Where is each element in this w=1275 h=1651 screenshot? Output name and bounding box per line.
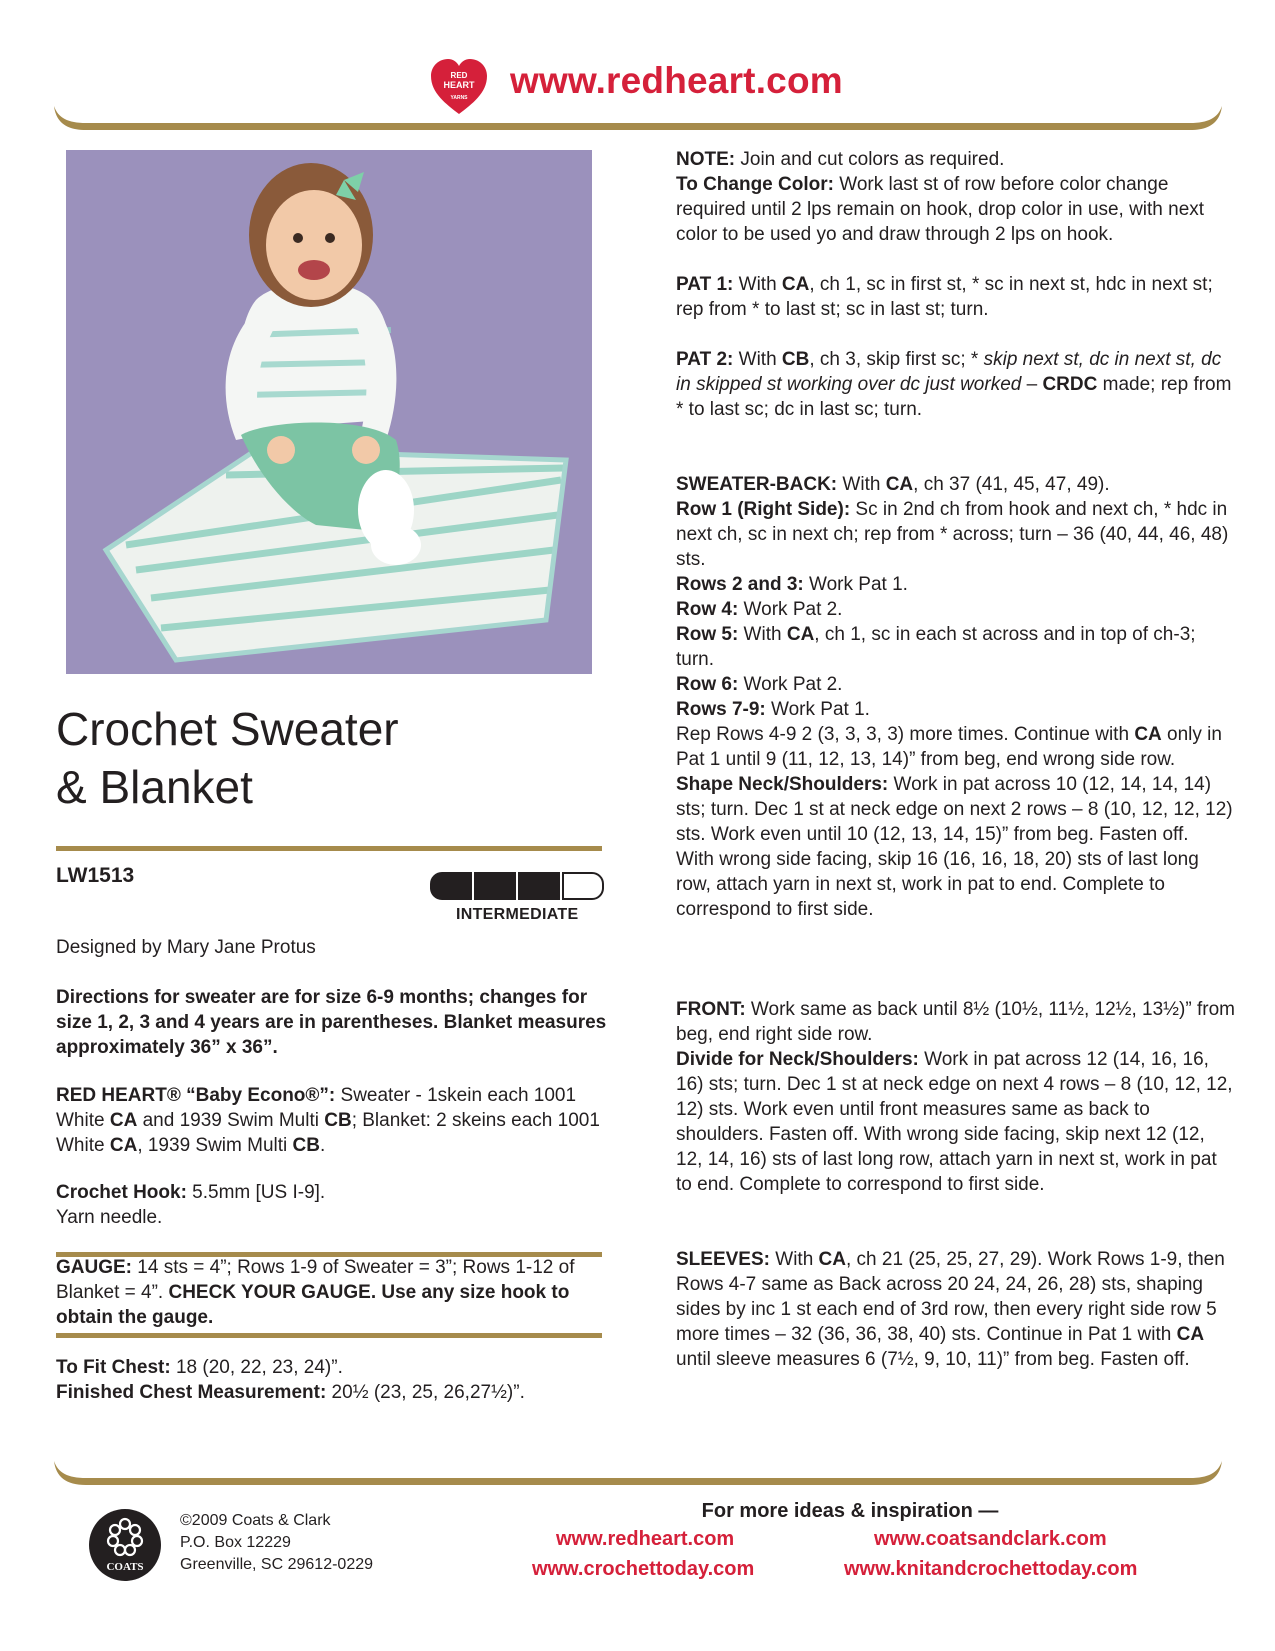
- back-label: SWEATER-BACK:: [676, 474, 838, 495]
- chest-value: 18 (20, 22, 23, 24)”.: [170, 1357, 343, 1378]
- repeat-text: only in Pat 1 until 9 (11, 12, 13, 14)” from beg, end wrong side row.: [676, 724, 1222, 770]
- yarn-text: .: [320, 1135, 326, 1156]
- yarn-text: ; Blanket: 2 skeins each 1001 White: [56, 1110, 600, 1156]
- color-code-cb: CB: [781, 349, 810, 370]
- pattern-1: [676, 272, 1236, 322]
- size-directions: Directions for sweater are for size 6-9 months; changes for size 1, 2, 3 and 4 years are in parentheses. Blanket measures approximately 36” x 36”.: [56, 987, 607, 1058]
- title-line-1: Crochet Sweater: [56, 703, 399, 755]
- sleeves-section: [676, 1247, 1236, 1372]
- baby-on-blanket-photo: [66, 150, 592, 674]
- coats-logo[interactable]: [88, 1508, 162, 1582]
- finished-chest-value: 20½ (23, 25, 26,27½)”.: [326, 1382, 525, 1403]
- skill-level-bar: [430, 872, 606, 900]
- skill-segment-filled: [430, 872, 472, 900]
- rows23-text: Work Pat 1.: [803, 574, 908, 595]
- color-code-cb: CB: [292, 1135, 320, 1156]
- header-divider-swoosh: [52, 106, 1224, 136]
- rows23-label: Rows 2 and 3:: [676, 574, 804, 595]
- pat2-text: , ch 3, skip first sc; *: [809, 349, 984, 370]
- color-code-ca: CA: [818, 1249, 846, 1270]
- row6-label: Row 6:: [676, 674, 739, 695]
- row1-label: Row 1 (Right Side):: [676, 499, 851, 520]
- hook-label: Crochet Hook:: [56, 1182, 187, 1203]
- shape-neck-text: Work in pat across 10 (12, 14, 14, 14) sts; turn. Dec 1 st at neck edge on next 2 rows – 8 (10, 12, 12, 12) sts. Work even until 10 (12, 13, 14, 15)” from beg. Fasten off.: [676, 774, 1233, 845]
- footer-link-redheart[interactable]: www.redheart.com: [556, 1528, 735, 1550]
- skill-level-label: INTERMEDIATE: [456, 906, 579, 923]
- sweater-back-section: [676, 472, 1236, 922]
- po-box-line: P.O. Box 12229: [180, 1534, 291, 1551]
- footer-link-coatsandclark[interactable]: www.coatsandclark.com: [874, 1528, 1107, 1550]
- wrong-side-text: With wrong side facing, skip 16 (16, 16, 18, 20) sts of last long row, attach yarn in next st, work in pat to end. Complete to correspond to first side.: [676, 849, 1199, 920]
- pat2-text: With: [733, 349, 782, 370]
- note-label: NOTE:: [676, 149, 736, 170]
- color-code-ca: CA: [781, 274, 810, 295]
- hook-materials: [56, 1180, 616, 1230]
- note-section: [676, 147, 1236, 247]
- sleeves-text: , ch 21 (25, 25, 27, 29). Work Rows 1-9, then Rows 4-7 same as Back across 20 24, 24, 26, 28) sts, shaping sides by inc 1 st each end of 3rd row, then every right side row 5 more times – 32 (36, 36, 38, 40) sts. Continue in Pat 1 with: [676, 1249, 1225, 1345]
- logo-text-red: RED: [450, 71, 468, 80]
- logo-text-yarns: YARNS: [450, 95, 468, 101]
- color-code-ca: CA: [1134, 724, 1162, 745]
- color-code-ca: CA: [109, 1110, 138, 1131]
- back-text: , ch 37 (41, 45, 47, 49).: [913, 474, 1110, 495]
- finished-chest-label: Finished Chest Measurement:: [56, 1382, 327, 1403]
- sleeves-text: With: [769, 1249, 819, 1270]
- footer-divider-swoosh: [52, 1461, 1224, 1491]
- front-label: FRONT:: [676, 999, 746, 1020]
- designer-credit: Designed by Mary Jane Protus: [56, 937, 316, 958]
- back-text: With: [837, 474, 886, 495]
- hook-value: 5.5mm [US I-9].: [186, 1182, 326, 1203]
- coats-logo-text: COATS: [106, 1561, 144, 1573]
- note-text: Join and cut colors as required.: [735, 149, 1005, 170]
- color-code-ca: CA: [1176, 1324, 1205, 1345]
- header-website-link[interactable]: www.redheart.com: [510, 60, 843, 101]
- footer-link-crochettoday[interactable]: www.crochettoday.com: [532, 1558, 755, 1580]
- row6-text: Work Pat 2.: [738, 674, 843, 695]
- rows79-label: Rows 7-9:: [676, 699, 766, 720]
- pattern-number: LW1513: [56, 864, 135, 887]
- front-text: Work same as back until 8½ (10½, 11½, 12½, 13½)” from beg, end right side row.: [676, 999, 1235, 1045]
- pattern-2: [676, 347, 1236, 422]
- row4-text: Work Pat 2.: [738, 599, 843, 620]
- rows79-text: Work Pat 1.: [765, 699, 870, 720]
- divide-neck-label: Divide for Neck/Shoulders:: [676, 1049, 919, 1070]
- needle-text: Yarn needle.: [56, 1207, 163, 1228]
- pat2-text: made; rep from * to last sc; dc in last sc; turn.: [676, 374, 1232, 420]
- shape-neck-label: Shape Neck/Shoulders:: [676, 774, 889, 795]
- row5-label: Row 5:: [676, 624, 739, 645]
- change-color-label: To Change Color:: [676, 174, 834, 195]
- gauge-info: [56, 1255, 616, 1330]
- front-section: [676, 997, 1236, 1197]
- crdc-term: CRDC: [1042, 374, 1098, 395]
- city-line: Greenville, SC 29612-0229: [180, 1556, 374, 1573]
- pat1-text: With: [733, 274, 782, 295]
- skill-segment-filled: [474, 872, 516, 900]
- sleeves-text: until sleeve measures 6 (7½, 9, 10, 11)” from beg. Fasten off.: [676, 1349, 1190, 1370]
- divide-neck-text: Work in pat across 12 (14, 16, 16, 16) sts; turn. Dec 1 st at neck edge on next 4 rows – 8 (10, 12, 12, 12) sts. Work even until front measures same as back to shoulders. Fasten off. With wrong side facing, skip next 12 (12, 12, 14, 16) sts of last long row, attach yarn in next st, work in pat to end. Complete to correspond to first side.: [676, 1049, 1233, 1195]
- gauge-value: 14 sts = 4”; Rows 1-9 of Sweater = 3”; Rows 1-12 of Blanket = 4”.: [56, 1257, 575, 1303]
- pattern-title: [56, 700, 399, 816]
- yarn-text: , 1939 Swim Multi: [137, 1135, 293, 1156]
- row1-text: Sc in 2nd ch from hook and next ch, * hdc in next ch, sc in next ch; rep from * across; turn – 36 (40, 44, 46, 48) sts.: [676, 499, 1229, 570]
- copyright-line: ©2009 Coats & Clark: [180, 1512, 331, 1529]
- row5-text: With: [738, 624, 787, 645]
- row5-text: , ch 1, sc in each st across and in top of ch-3; turn.: [676, 624, 1196, 670]
- change-color-text: Work last st of row before color change required until 2 lps remain on hook, drop color in use, with next color to be used yo and draw through 2 lps on hook.: [676, 174, 1205, 245]
- skill-level-indicator: [430, 872, 606, 924]
- divider-rule: [56, 1333, 602, 1338]
- fit-measurements: [56, 1355, 616, 1405]
- color-code-ca: CA: [885, 474, 914, 495]
- yarn-label: RED HEART® “Baby Econo®”:: [56, 1085, 336, 1106]
- logo-text-heart: HEART: [443, 80, 475, 90]
- yarn-materials: [56, 1083, 616, 1158]
- divider-rule: [56, 846, 602, 851]
- footer-link-knitandcrochettoday[interactable]: www.knitandcrochettoday.com: [844, 1558, 1138, 1580]
- pat1-label: PAT 1:: [676, 274, 734, 295]
- yarn-text: Sweater - 1skein each 1001 White: [56, 1085, 577, 1131]
- title-line-2: & Blanket: [56, 761, 253, 813]
- pat2-text: –: [1021, 374, 1043, 395]
- skill-segment-empty: [562, 872, 604, 900]
- yarn-text: and 1939 Swim Multi: [137, 1110, 325, 1131]
- footer-heading: For more ideas & inspiration —: [701, 1500, 999, 1522]
- sleeves-label: SLEEVES:: [676, 1249, 770, 1270]
- color-code-ca: CA: [109, 1135, 138, 1156]
- chest-label: To Fit Chest:: [56, 1357, 171, 1378]
- pat2-italic-text: skip next st, dc in next st, dc in skipped st working over dc just worked: [676, 349, 1222, 395]
- gauge-label: GAUGE:: [56, 1257, 132, 1278]
- row4-label: Row 4:: [676, 599, 739, 620]
- pat2-label: PAT 2:: [676, 349, 734, 370]
- company-address: [180, 1510, 373, 1576]
- pat1-text: , ch 1, sc in first st, * sc in next st, hdc in next st; rep from * to last st; sc in last st; turn.: [676, 274, 1213, 320]
- skill-segment-filled: [518, 872, 560, 900]
- gauge-check: CHECK YOUR GAUGE. Use any size hook to obtain the gauge.: [56, 1282, 570, 1328]
- color-code-cb: CB: [324, 1110, 352, 1131]
- color-code-ca: CA: [786, 624, 815, 645]
- repeat-text: Rep Rows 4-9 2 (3, 3, 3, 3) more times. Continue with: [676, 724, 1135, 745]
